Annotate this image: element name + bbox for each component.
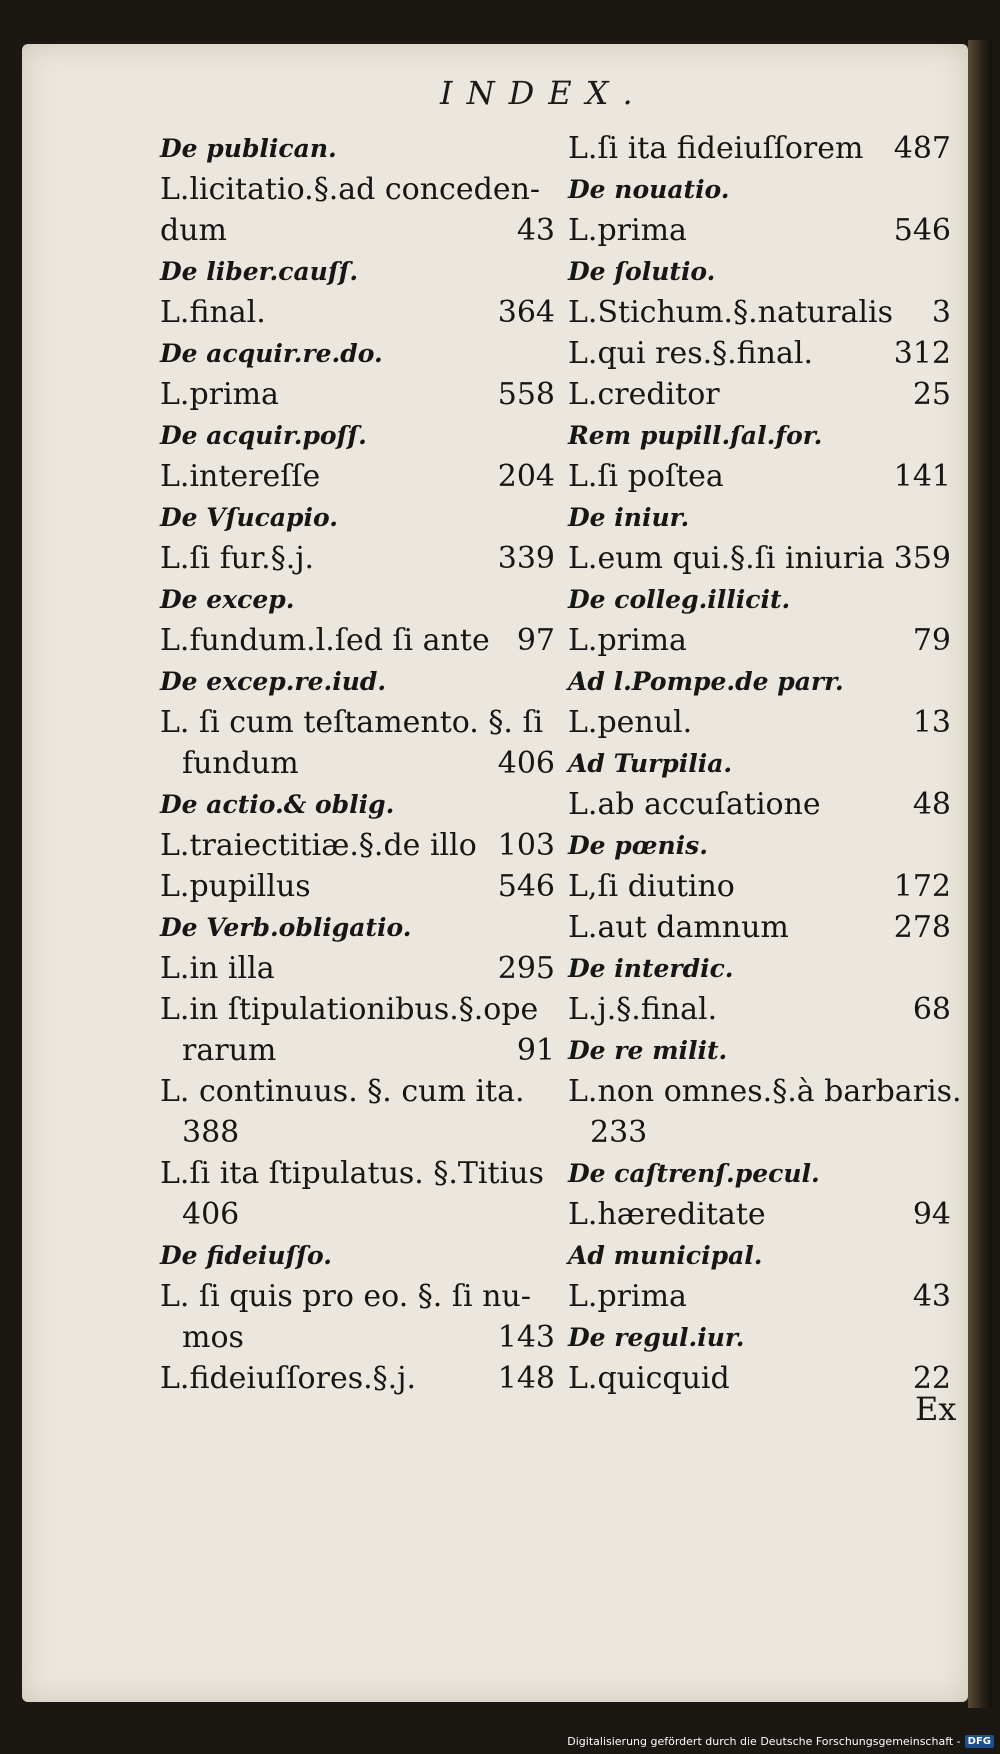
index-entry — [568, 866, 951, 907]
entry-text: L.intereſſe — [160, 459, 321, 494]
index-heading — [160, 661, 555, 702]
index-entry — [568, 989, 951, 1030]
index-entry — [160, 989, 555, 1030]
entry-text: De actio.& oblig. — [160, 790, 395, 819]
index-entry — [568, 784, 951, 825]
entry-text: Rem pupill.ſal.for. — [568, 421, 823, 450]
index-heading — [568, 1317, 951, 1358]
page-number: 295 — [497, 951, 555, 986]
index-entry — [160, 374, 555, 415]
index-entry — [568, 374, 951, 415]
dfg-logo: DFG — [965, 1735, 994, 1748]
entry-text: De pœnis. — [568, 831, 708, 860]
index-heading — [160, 907, 555, 948]
entry-text: De caſtrenſ.pecul. — [568, 1159, 820, 1188]
page-number: 204 — [497, 459, 555, 494]
entry-text: fundum — [182, 746, 299, 781]
entry-text: mos — [182, 1320, 244, 1355]
page-number: 278 — [893, 910, 951, 945]
index-heading — [568, 743, 951, 784]
index-entry — [160, 1030, 555, 1071]
page-number: 25 — [912, 377, 951, 412]
page-number: 43 — [912, 1279, 951, 1314]
index-entry — [160, 292, 555, 333]
index-heading — [568, 825, 951, 866]
entry-text: De Vſucapio. — [160, 503, 338, 532]
entry-text: L.licitatio.§.ad conceden- — [160, 172, 541, 207]
index-entry — [568, 1112, 951, 1153]
index-entry — [160, 702, 555, 743]
entry-text: 388 — [182, 1115, 240, 1150]
index-entry — [568, 1194, 951, 1235]
entry-text: dum — [160, 213, 227, 248]
entry-text: De publican. — [160, 134, 337, 163]
entry-text: De re milit. — [568, 1036, 728, 1065]
index-heading — [160, 128, 555, 169]
index-heading — [568, 661, 951, 702]
page-number: 558 — [497, 377, 555, 412]
index-heading — [160, 579, 555, 620]
entry-text: L. continuus. §. cum ita. — [160, 1074, 525, 1109]
page-number: 48 — [912, 787, 951, 822]
index-entry — [160, 1112, 555, 1153]
index-entry — [160, 210, 555, 251]
entry-text: De fideiuſſo. — [160, 1241, 332, 1270]
entry-text: L.fundum.l.ſed ſi ante — [160, 623, 490, 658]
page-number: 22 — [912, 1361, 951, 1396]
entry-text: L.j.§.final. — [568, 992, 718, 1027]
index-heading — [160, 784, 555, 825]
index-entry — [160, 948, 555, 989]
index-entry — [160, 1153, 555, 1194]
entry-text: L.pupillus — [160, 869, 311, 904]
index-entry — [568, 333, 951, 374]
index-heading — [568, 415, 951, 456]
index-heading — [160, 497, 555, 538]
entry-text: De liber.cauſſ. — [160, 257, 359, 286]
index-entry — [160, 1194, 555, 1235]
right-index-column — [568, 128, 962, 1399]
index-heading — [568, 1235, 951, 1276]
page-header: INDEX. — [440, 74, 647, 112]
index-entry — [568, 128, 951, 169]
entry-text: De regul.iur. — [568, 1323, 745, 1352]
entry-text: Ad l.Pompe.de parr. — [568, 667, 844, 696]
entry-text: L.ſi poſtea — [568, 459, 724, 494]
entry-text: De Verb.obligatio. — [160, 913, 412, 942]
entry-text: 406 — [182, 1197, 240, 1232]
index-entry — [568, 456, 951, 497]
entry-text: L.penul. — [568, 705, 693, 740]
entry-text: De acquir.poſſ. — [160, 421, 367, 450]
page-number: 406 — [497, 746, 555, 781]
entry-text: L.final. — [160, 295, 266, 330]
page-number: 141 — [893, 459, 951, 494]
page-number: 359 — [893, 541, 951, 576]
index-heading — [568, 1030, 951, 1071]
page-number: 94 — [912, 1197, 951, 1232]
entry-text: De excep.re.iud. — [160, 667, 387, 696]
index-entry — [568, 1358, 951, 1399]
entry-text: L.hæreditate — [568, 1197, 766, 1232]
entry-text: De colleg.illicit. — [568, 585, 791, 614]
page-number: 364 — [497, 295, 555, 330]
entry-text: L.creditor — [568, 377, 720, 412]
entry-text: L.aut damnum — [568, 910, 789, 945]
index-heading — [568, 497, 951, 538]
index-entry — [568, 210, 951, 251]
entry-text: L. ſi quis pro eo. §. ſi nu- — [160, 1279, 531, 1314]
page-number: 148 — [497, 1361, 555, 1396]
index-heading — [568, 948, 951, 989]
entry-text: L.non omnes.§.à barbaris. — [568, 1074, 962, 1109]
page-number: 3 — [931, 295, 951, 330]
page-number: 79 — [912, 623, 951, 658]
index-entry — [568, 292, 951, 333]
book-edge — [968, 40, 992, 1708]
index-heading — [160, 415, 555, 456]
page-number: 339 — [497, 541, 555, 576]
page-number: 68 — [912, 992, 951, 1027]
index-heading — [568, 579, 951, 620]
index-heading — [568, 1153, 951, 1194]
entry-text: L.ſi fur.§.j. — [160, 541, 315, 576]
entry-text: L.prima — [568, 1279, 687, 1314]
page-number: 97 — [516, 623, 555, 658]
page-number: 91 — [516, 1033, 555, 1068]
entry-text: L.ſi ita ſtipulatus. §.Titius — [160, 1156, 544, 1191]
entry-text: L.in ſtipulationibus.§.ope — [160, 992, 539, 1027]
page-number: 487 — [893, 131, 951, 166]
entry-text: De ſolutio. — [568, 257, 716, 286]
index-entry — [160, 456, 555, 497]
entry-text: L.qui res.§.final. — [568, 336, 814, 371]
index-entry — [160, 1317, 555, 1358]
page-number: 546 — [497, 869, 555, 904]
entry-text: De iniur. — [568, 503, 690, 532]
footer — [567, 1735, 994, 1748]
index-heading — [160, 333, 555, 374]
entry-text: De acquir.re.do. — [160, 339, 383, 368]
entry-text: L.traiectitiæ.§.de illo — [160, 828, 477, 863]
entry-text: L.ab accuſatione — [568, 787, 821, 822]
footer-text: Digitalisierung gefördert durch die Deutsche Forschungsgemeinschaft - — [567, 1735, 961, 1748]
entry-text: De excep. — [160, 585, 295, 614]
entry-text: L.in illa — [160, 951, 275, 986]
index-entry — [160, 743, 555, 784]
page-number: 546 — [893, 213, 951, 248]
entry-text: L. ſi cum teſtamento. §. ſi — [160, 705, 544, 740]
index-entry — [568, 538, 951, 579]
index-heading — [568, 169, 951, 210]
entry-text: 233 — [590, 1115, 648, 1150]
page-number: 312 — [893, 336, 951, 371]
page-number: 43 — [516, 213, 555, 248]
entry-text: Ad Turpilia. — [568, 749, 733, 778]
page-number: 143 — [497, 1320, 555, 1355]
index-entry — [160, 620, 555, 661]
index-entry — [160, 825, 555, 866]
entry-text: L.Stichum.§.naturalis — [568, 295, 894, 330]
entry-text: L.fideiuſſores.§.j. — [160, 1361, 417, 1396]
entry-text: Ad municipal. — [568, 1241, 763, 1270]
index-heading — [568, 251, 951, 292]
entry-text: L.ſi ita fideiuſſorem — [568, 131, 864, 166]
page-number: 103 — [497, 828, 555, 863]
index-heading — [160, 251, 555, 292]
left-index-column — [160, 128, 555, 1399]
entry-text: De nouatio. — [568, 175, 730, 204]
entry-text: rarum — [182, 1033, 277, 1068]
entry-text: L.prima — [160, 377, 279, 412]
entry-text: L.eum qui.§.ſi iniuria — [568, 541, 885, 576]
entry-text: De interdic. — [568, 954, 734, 983]
index-entry — [568, 1071, 962, 1112]
entry-text: L.quicquid — [568, 1361, 730, 1396]
index-heading — [160, 1235, 555, 1276]
index-entry — [160, 169, 555, 210]
index-entry — [568, 907, 951, 948]
index-entry — [160, 538, 555, 579]
index-entry — [160, 866, 555, 907]
index-entry — [160, 1358, 555, 1399]
index-entry — [568, 1276, 951, 1317]
index-entry — [568, 702, 951, 743]
entry-text: L.prima — [568, 213, 687, 248]
index-entry — [568, 620, 951, 661]
page-number: 13 — [912, 705, 951, 740]
entry-text: L.prima — [568, 623, 687, 658]
index-entry — [160, 1071, 555, 1112]
page-number: 172 — [893, 869, 951, 904]
entry-text: L,ſi diutino — [568, 869, 735, 904]
index-entry — [160, 1276, 555, 1317]
catchword: Ex — [915, 1390, 957, 1428]
